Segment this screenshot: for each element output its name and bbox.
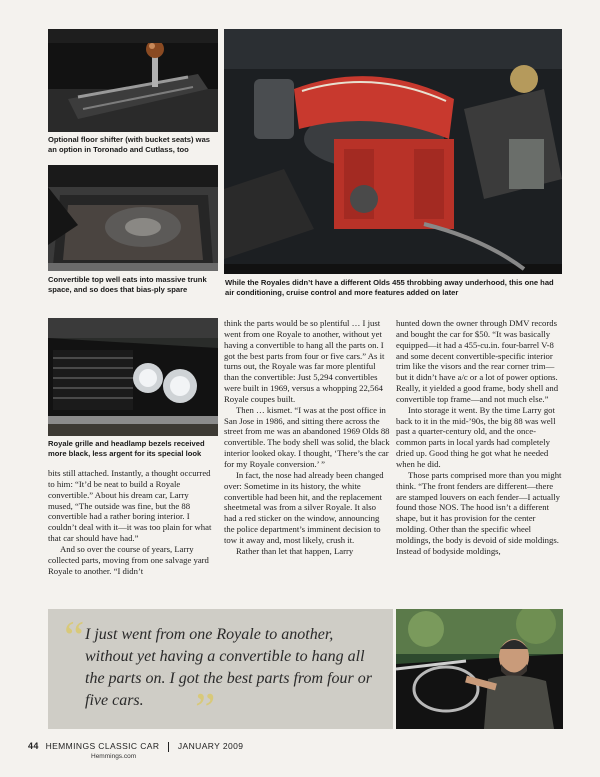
caption-grille: Royale grille and headlamp bezels received more black, less argent for its special look — [48, 439, 205, 459]
text-column-2 — [224, 318, 390, 557]
text-column-1 — [48, 468, 214, 576]
footer-separator — [168, 742, 169, 752]
issue-date: JANUARY 2009 — [177, 741, 244, 751]
photo-grille — [48, 318, 218, 436]
paragraph: Into storage it went. By the time Larry got back to it in the mid-’90s, the big 88 was well past a quarter-century old, and the once-common parts in local yards had completely dried up. Good thing he got what he needed when he did. — [396, 404, 556, 469]
caption-engine: While the Royales didn’t have a different Olds 455 throbbing away underhood, this one had air conditioning, cruise control and more features added on later — [225, 278, 554, 298]
paragraph: Then … kismet. “I was at the post office in San Jose in 1986, and sitting there across the street from me was an abandoned 1969 Olds 88 convertible. The body shell was solid, the black interior looked okay. I thought, ‘There’s the car for my Royale conversion.’ ” — [224, 404, 390, 469]
paragraph: In fact, the nose had already been changed over: Sometime in its history, the white convertible had been hit, and the replacement sheetmetal was from a silver Royale. It also had a red sticker on the window, announcing the police department’s imminent decision to tow it away and, most likely, crush it. — [224, 469, 384, 545]
quote-open-mark: “ — [64, 611, 85, 662]
footer-url[interactable]: Hemmings.com — [91, 753, 137, 760]
caption-trunk: Convertible top well eats into massive trunk space, and so does that bias-ply spare — [48, 275, 207, 295]
page-number: 44 — [28, 741, 39, 751]
paragraph: Rather than let that happen, Larry — [236, 545, 354, 556]
quote-close-mark: ” — [195, 683, 216, 734]
magazine-name: HEMMINGS CLASSIC CAR — [45, 741, 160, 751]
paragraph: think the parts would be so plentiful … I just went from one Royale to another, without yet having a convertible to hang all the parts on. I got the best parts from four or five cars.” As it turns out, the Royale was far more plentiful than the convertible: Just 5,294 convertibles were built in 1969, versus a whopping 22,564 Royale coupes built. — [224, 318, 385, 404]
paragraph: hunted down the owner through DMV records and bought the car for $50. “It was basically equipped—it had a 455-cu.in. four-barrel V-8 and some decent convertible-specific interior trim like the visors and the rear corner trim—but it didn’t have a/c or a lot of power options. Really, it yielded a good frame, body shell and convertible top frame—and not much else.” — [396, 318, 559, 404]
caption-shifter: Optional floor shifter (with bucket seats) was an option in Toronado and Cutlass, too — [48, 135, 211, 155]
photo-floor-shifter — [48, 29, 218, 132]
paragraph: Those parts comprised more than you might think. “The front fenders are different—there are stamped louvers on each fender—I actually found those NOS. The hood isn’t a different shape, but it has provision for the center molding. Other than the specific wheel moldings, the body is devoid of side moldings. Instead of bodyside moldings, — [396, 469, 562, 556]
text-column-3 — [396, 318, 562, 557]
paragraph: And so over the course of years, Larry collected parts, moving from one salvage yard Royale to another. “I didn’t — [48, 543, 209, 576]
photo-owner-in-car — [396, 609, 563, 729]
pull-quote-text: I just went from one Royale to another, without yet having a convertible to hang all the parts on. I got the best parts from four or five cars. — [85, 626, 372, 709]
page-footer — [28, 741, 243, 752]
paragraph: bits still attached. Instantly, a thought occurred to him: “It’d be neat to build a Royale convertible.” About his dream car, Larry mused, “The outside was fine, but the 88 convertible had a rather boring interior. I couldn’t deal with it—it was too plain for what that car should have had.” — [48, 468, 212, 544]
photo-engine — [224, 29, 562, 274]
photo-trunk — [48, 165, 218, 271]
